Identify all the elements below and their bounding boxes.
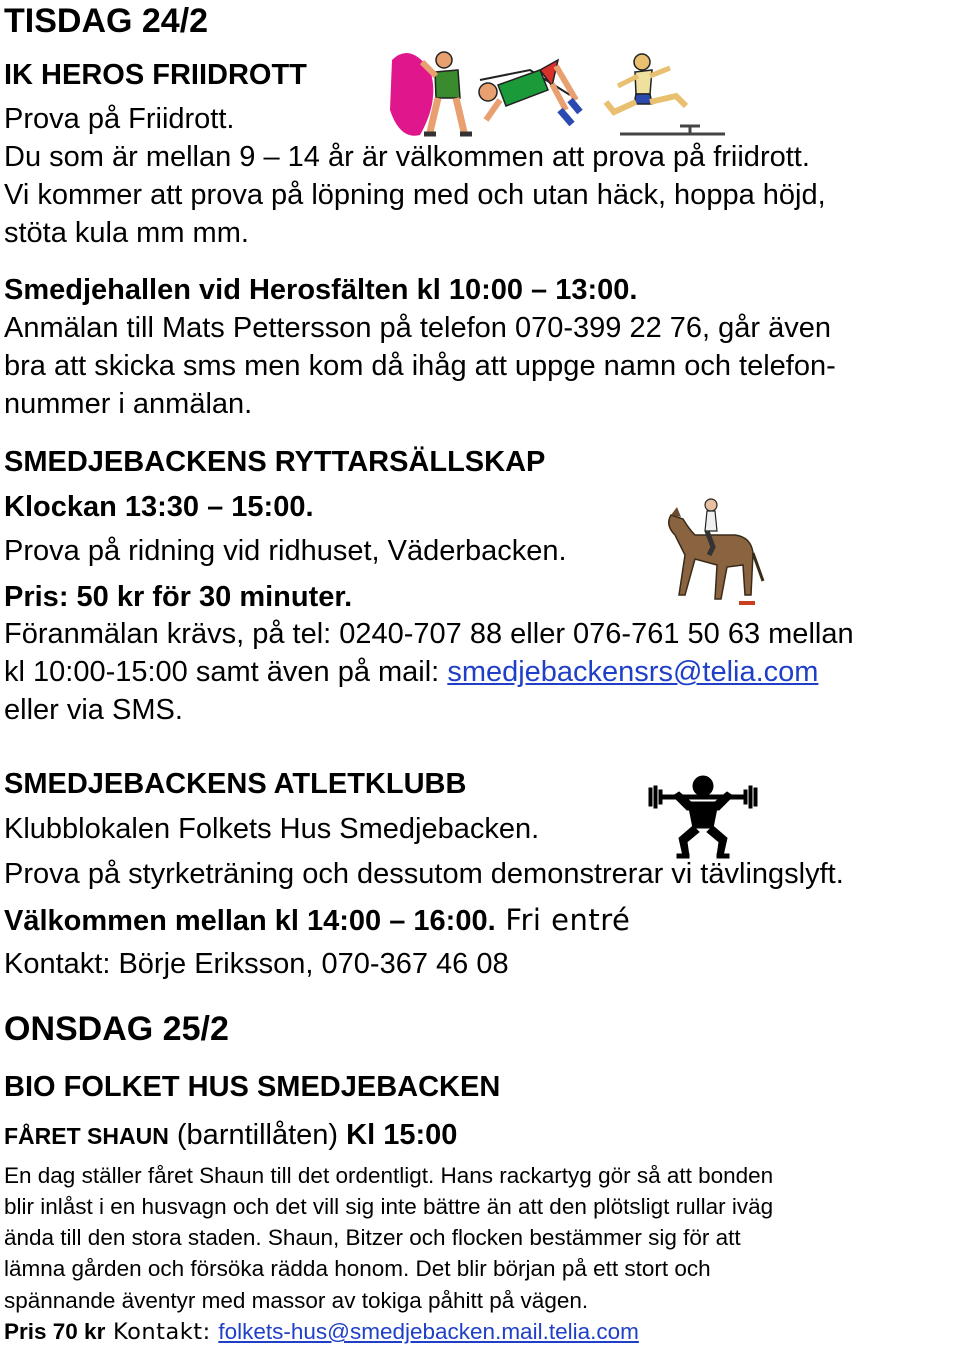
weightlifter-illustration [643,772,763,862]
cinema-contact-line [4,1319,639,1345]
riding-email-link[interactable]: smedjebackensrs@telia.com [447,656,819,688]
movie-time: Kl 15:00 [346,1119,458,1151]
atlet-contact: Kontakt: Börje Eriksson, 070-367 46 08 [4,948,509,980]
heros-line3: Vi kommer att prova på löpning med och utan häck, hoppa höjd, [4,179,826,211]
movie-desc1: En dag ställer fåret Shaun till det ordentligt. Hans rackartyg gör så att bonden [4,1163,774,1188]
riding-signup2 [4,656,818,689]
movie-desc5: spännande äventyr med massor av tokiga påhitt på vägen. [4,1288,589,1313]
riding-signup2-prefix: kl 10:00-15:00 samt även på mail: [4,656,448,688]
day-heading-wednesday: ONSDAG 25/2 [4,1010,229,1048]
heros-title: IK HEROS FRIIDROTT [4,59,307,91]
movie-rating: (barntillåten) [168,1119,347,1151]
cinema-movie-line [4,1119,457,1152]
heros-signup1: Anmälan till Mats Pettersson på telefon 070-399 22 76, går även [4,312,832,344]
heros-line2: Du som är mellan 9 – 14 år är välkommen att prova på friidrott. [4,141,810,173]
atlet-title: SMEDJEBACKENS ATLETKLUBB [4,768,467,800]
movie-title: FÅRET SHAUN [4,1123,169,1149]
heros-line4: stöta kula mm mm. [4,217,249,249]
cinema-title: BIO FOLKET HUS SMEDJEBACKEN [4,1071,501,1103]
movie-desc3: ända till den stora staden. Shaun, Bitzer och flocken bestämmer sig för att [4,1225,741,1250]
riding-price: Pris: 50 kr för 30 minuter. [4,581,353,613]
shot-put-athlete-icon [390,52,472,136]
riding-title: SMEDJEBACKENS RYTTARSÄLLSKAP [4,446,546,478]
cinema-price: Pris 70 kr [4,1319,106,1344]
cinema-email-link[interactable]: folkets-hus@smedjebacken.mail.telia.com [218,1319,639,1344]
heros-venue: Smedjehallen vid Herosfälten kl 10:00 – 13:00. [4,274,638,306]
movie-desc4: lämna gården och försöka rädda honom. Det blir början på ett stort och [4,1256,711,1281]
hurdler-athlete-icon [606,54,725,134]
heros-signup2: bra att skicka sms men kom då ihåg att uppge namn och telefon- [4,350,836,382]
horse-rider-illustration [655,495,765,610]
atlet-time-line [4,903,630,938]
atlet-venue: Klubblokalen Folkets Hus Smedjebacken. [4,813,540,845]
cinema-contact-label: Kontakt: [105,1319,219,1345]
riding-signup3: eller via SMS. [4,694,183,726]
weightlifter-icon [693,776,713,796]
movie-desc2: blir inlåst i en husvagn och det vill sig inte bättre än att den plötsligt rullar iväg [4,1194,774,1219]
rider-icon [705,499,717,511]
atlet-time: Välkommen mellan kl 14:00 – 16:00. [4,905,496,937]
riding-signup1: Föranmälan krävs, på tel: 0240-707 88 eller 076-761 50 63 mellan [4,618,854,650]
riding-time: Klockan 13:30 – 15:00. [4,491,314,523]
track-athletes-illustration [380,40,730,145]
atlet-activity: Prova på styrketräning och dessutom demonstrerar vi tävlingslyft. [4,858,844,890]
heros-line1: Prova på Friidrott. [4,103,235,135]
atlet-fee: Fri entré [495,903,631,937]
day-heading-tuesday: TISDAG 24/2 [4,2,209,40]
high-jump-athlete-icon [479,60,580,124]
riding-activity: Prova på ridning vid ridhuset, Väderbacken. [4,535,567,567]
heros-signup3: nummer i anmälan. [4,388,253,420]
